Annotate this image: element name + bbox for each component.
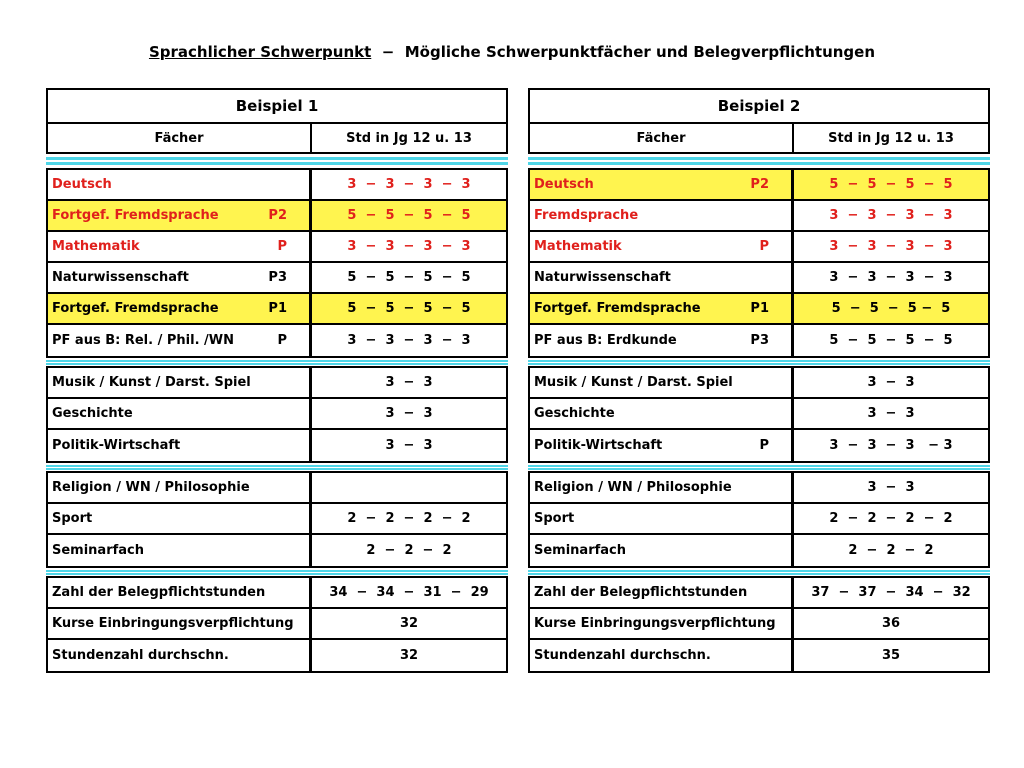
table-row [48,399,506,430]
subject-name: PF aus B: Rel. / Phil. /WN [52,333,235,348]
subject-cell [48,368,312,397]
subject-cell [48,232,312,261]
table-row [48,325,506,356]
double-separator [46,568,508,576]
subject-cell [530,325,794,356]
row-group [46,576,508,673]
subject-cell [48,640,312,671]
subject-name: Geschichte [52,406,133,421]
row-group [46,168,508,358]
example-table-2 [528,88,990,673]
priority-tag: P3 [268,270,287,285]
double-separator [46,358,508,366]
hours-cell: 35 [881,648,901,663]
subject-cell [530,640,794,671]
table-row [48,504,506,535]
hours-cell [312,473,506,502]
table-row [530,504,988,535]
hours-cell: 3 − 3 [385,438,433,453]
hours-cell: 5 − 5 − 5 − 5 [347,270,471,285]
subject-name: Politik-Wirtschaft [534,438,663,453]
table-row [530,640,988,671]
row-group [528,366,990,463]
subject-name: Kurse Einbringungsverpflichtung [534,616,776,631]
subject-name: Stundenzahl durchschn. [52,648,229,663]
subject-cell [530,201,794,230]
hours-cell: 3 − 3 [385,375,433,390]
hours-cell: 3 − 3 − 3 − 3 [347,239,471,254]
example-heading: Beispiel 1 [46,88,508,124]
subject-name: Mathematik [534,239,622,254]
subject-cell [48,170,312,199]
subject-cell [530,473,794,502]
priority-tag: P [277,333,287,348]
subject-name: Sport [52,511,93,526]
subject-name: Fortgef. Fremdsprache [52,301,219,316]
subject-name: Fortgef. Fremdsprache [534,301,701,316]
priority-tag: P1 [750,301,769,316]
table-row [48,368,506,399]
table-row [530,609,988,640]
table-row [48,294,506,325]
hours-cell: 3 − 3 − 3 − 3 [829,239,953,254]
example-table-1 [46,88,508,673]
double-separator [528,154,990,168]
hours-cell: 5 − 5 − 5 − 5 [829,333,953,348]
double-separator [528,358,990,366]
subject-name: Naturwissenschaft [52,270,189,285]
subject-name: Seminarfach [52,543,145,558]
double-separator [528,568,990,576]
table-row [530,473,988,504]
table-row [530,430,988,461]
table-row [530,368,988,399]
table-row [48,535,506,566]
subject-name: Mathematik [52,239,140,254]
row-group [46,366,508,463]
table-row [48,640,506,671]
row-group [528,576,990,673]
hours-cell: 5 − 5 − 5 − 5 [312,294,506,323]
priority-tag: P [277,239,287,254]
subject-name: Fortgef. Fremdsprache [52,208,219,223]
subject-name: Naturwissenschaft [534,270,671,285]
hours-cell: 5 − 5 − 5 − 5 [312,201,506,230]
hours-cell: 2 − 2 − 2 − 2 [347,511,471,526]
subject-cell [48,294,312,323]
subject-cell [530,535,794,566]
example-heading: Beispiel 2 [528,88,990,124]
priority-tag: P2 [750,177,769,192]
subject-name: Fremdsprache [534,208,639,223]
subject-name: Deutsch [534,177,594,192]
subject-name: Stundenzahl durchschn. [534,648,711,663]
subject-cell [48,578,312,607]
hours-cell: 2 − 2 − 2 [366,543,452,558]
table-row [530,232,988,263]
column-header-hours: Std in Jg 12 u. 13 [312,124,508,154]
priority-tag: P1 [268,301,287,316]
subject-name: Zahl der Belegpflichtstunden [52,585,266,600]
priority-tag: P2 [268,208,287,223]
subject-name: Deutsch [52,177,112,192]
subject-name: Musik / Kunst / Darst. Spiel [534,375,733,390]
hours-cell: 3 − 3 [867,375,915,390]
subject-cell [48,325,312,356]
subject-cell [530,399,794,428]
priority-tag: P [759,239,769,254]
subject-name: PF aus B: Erdkunde [534,333,677,348]
subject-cell [530,430,794,461]
double-separator [46,154,508,168]
table-row [530,201,988,232]
table-row [48,170,506,201]
priority-tag: P3 [750,333,769,348]
hours-cell: 3 − 3 − 3 − 3 [347,177,471,192]
hours-cell: 32 [399,616,419,631]
table-row [48,201,506,232]
subject-name: Religion / WN / Philosophie [534,480,732,495]
hours-cell: 3 − 3 [385,406,433,421]
subject-name: Sport [534,511,575,526]
table-row [530,263,988,294]
subject-name: Politik-Wirtschaft [52,438,181,453]
subject-name: Zahl der Belegpflichtstunden [534,585,748,600]
subject-cell [48,263,312,292]
column-header-subject: Fächer [528,124,794,154]
hours-cell: 3 − 3 − 3 − 3 [829,270,953,285]
subject-cell [530,263,794,292]
subject-cell [530,232,794,261]
double-separator [528,463,990,471]
hours-cell: 3 − 3 − 3 − 3 [347,333,471,348]
subject-cell [48,473,312,502]
hours-cell: 37 − 37 − 34 − 32 [811,585,971,600]
subject-name: Kurse Einbringungsverpflichtung [52,616,294,631]
title-rest: − Mögliche Schwerpunktfächer und Belegverpflichtungen [371,43,876,61]
subject-name: Musik / Kunst / Darst. Spiel [52,375,251,390]
double-separator [46,463,508,471]
column-header-row [46,124,508,154]
subject-name: Religion / WN / Philosophie [52,480,250,495]
subject-cell [530,368,794,397]
row-group [528,471,990,568]
table-row [48,473,506,504]
table-row [530,399,988,430]
subject-cell [48,201,312,230]
subject-cell [48,430,312,461]
subject-cell [530,609,794,638]
row-group [46,471,508,568]
table-row [530,294,988,325]
subject-cell [530,294,794,323]
hours-cell: 2 − 2 − 2 [848,543,934,558]
table-row [48,263,506,294]
table-row [48,430,506,461]
column-header-subject: Fächer [46,124,312,154]
subject-cell [530,504,794,533]
title-underlined: Sprachlicher Schwerpunkt [148,43,372,61]
hours-cell: 3 − 3 − 3 − 3 [829,438,953,453]
priority-tag: P [759,438,769,453]
column-header-row [528,124,990,154]
hours-cell: 3 − 3 − 3 − 3 [829,208,953,223]
subject-cell [48,504,312,533]
hours-cell: 2 − 2 − 2 − 2 [829,511,953,526]
table-row [48,578,506,609]
subject-cell [48,399,312,428]
hours-cell: 36 [881,616,901,631]
table-row [48,232,506,263]
subject-cell [48,609,312,638]
hours-cell: 3 − 3 [867,480,915,495]
page-title [0,43,1024,61]
subject-cell [48,535,312,566]
hours-cell: 32 [399,648,419,663]
table-row [530,535,988,566]
row-group [528,168,990,358]
table-row [530,170,988,201]
table-row [530,325,988,356]
hours-cell: 5 − 5 − 5 − 5 [794,294,988,323]
table-row [48,609,506,640]
subject-name: Seminarfach [534,543,627,558]
hours-cell: 34 − 34 − 31 − 29 [329,585,489,600]
table-row [530,578,988,609]
column-header-hours: Std in Jg 12 u. 13 [794,124,990,154]
subject-cell [530,578,794,607]
hours-cell: 3 − 3 [867,406,915,421]
subject-cell [530,170,794,199]
hours-cell: 5 − 5 − 5 − 5 [794,170,988,199]
subject-name: Geschichte [534,406,615,421]
